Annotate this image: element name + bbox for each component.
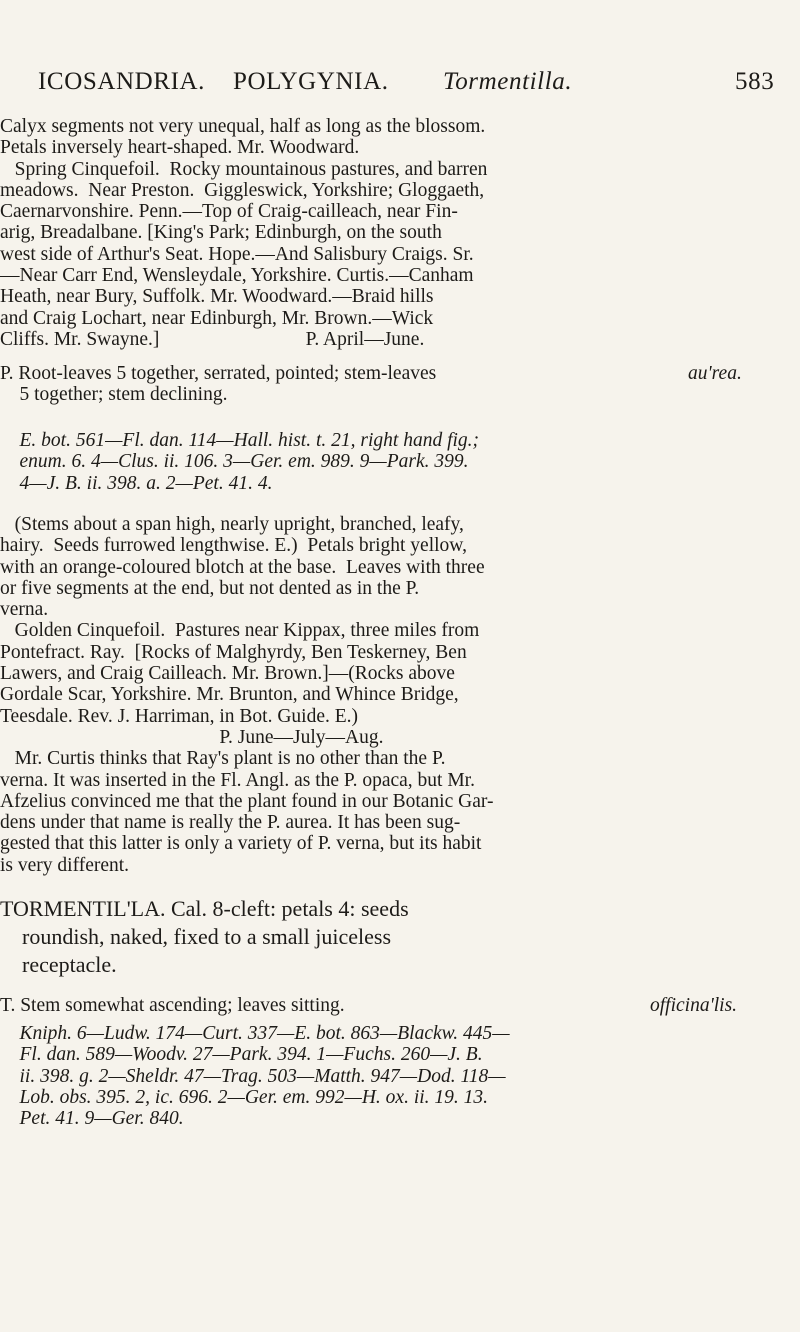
margin-note-aurea: au'rea. xyxy=(688,363,742,384)
header-order: POLYGYNIA. xyxy=(233,68,389,95)
text-line: P. Root-leaves 5 together, serrated, pointed; stem-leaves xyxy=(0,363,437,384)
text-line: Gordale Scar, Yorkshire. Mr. Brunton, and Whince Bridge, xyxy=(0,684,459,706)
text-line: 5 together; stem declining. xyxy=(0,384,228,406)
text-block-calyx xyxy=(0,116,770,350)
margin-note-officinalis: officina'lis. xyxy=(650,995,738,1016)
text-line: P. June—July—Aug. xyxy=(0,726,384,748)
text-line: meadows. Near Preston. Giggleswick, Yorkshire; Gloggaeth, xyxy=(0,179,485,201)
text-line: with an orange-coloured blotch at the base. Leaves with three xyxy=(0,556,485,578)
text-line: Mr. Curtis thinks that Ray's plant is no other than the P. xyxy=(0,748,446,770)
text-line: dens under that name is really the P. aurea. It has been sug- xyxy=(0,812,461,834)
text-line: arig, Breadalbane. [King's Park; Edinburgh, on the south xyxy=(0,222,442,244)
text-line: ii. 398. g. 2—Sheldr. 47—Trag. 503—Matth. 947—Dod. 118— xyxy=(0,1065,506,1087)
text-line: Petals inversely heart-shaped. Mr. Woodward. xyxy=(0,137,360,159)
text-line: gested that this latter is only a variety of P. verna, but its habit xyxy=(0,833,482,855)
text-line: Lawers, and Craig Cailleach. Mr. Brown.]—(Rocks above xyxy=(0,663,455,685)
text-line: or five segments at the end, but not dented as in the P. xyxy=(0,577,420,599)
text-line: Pontefract. Ray. [Rocks of Malghyrdy, Ben Teskerney, Ben xyxy=(0,641,467,663)
text-line: (Stems about a span high, nearly upright, branched, leafy, xyxy=(0,514,464,535)
text-line: Golden Cinquefoil. Pastures near Kippax, three miles from xyxy=(0,620,480,642)
text-line: E. bot. 561—Fl. dan. 114—Hall. hist. t. 21, right hand fig.; xyxy=(0,430,480,451)
text-line: enum. 6. 4—Clus. ii. 106. 3—Ger. em. 989. 9—Park. 399. xyxy=(0,451,469,473)
text-block-species-aurea xyxy=(0,363,770,406)
text-line: and Craig Lochart, near Edinburgh, Mr. Brown.—Wick xyxy=(0,307,434,329)
text-line: Pet. 41. 9—Ger. 840. xyxy=(0,1108,184,1130)
header-genus: Tormentilla. xyxy=(443,68,573,95)
text-line: Caernarvonshire. Penn.—Top of Craig-cailleach, near Fin- xyxy=(0,201,458,223)
text-block-genus-tormentilla xyxy=(0,895,770,979)
text-line: Teesdale. Rev. J. Harriman, in Bot. Guide. E.) xyxy=(0,705,359,727)
text-line: west side of Arthur's Seat. Hope.—And Salisbury Craigs. Sr. xyxy=(0,243,474,265)
text-line: TORMENTIL'LA. Cal. 8-cleft: petals 4: seeds xyxy=(0,896,409,921)
text-block-references xyxy=(0,430,770,494)
text-line: Fl. dan. 589—Woodv. 27—Park. 394. 1—Fuchs. 260—J. B. xyxy=(0,1044,483,1066)
text-line: Calyx segments not very unequal, half as long as the blossom. xyxy=(0,116,486,137)
text-line: receptacle. xyxy=(0,952,117,977)
text-line: verna. It was inserted in the Fl. Angl. as the P. opaca, but Mr. xyxy=(0,769,475,791)
header-class: ICOSANDRIA. xyxy=(38,68,206,95)
text-line: Lob. obs. 395. 2, ic. 696. 2—Ger. em. 992—H. ox. ii. 19. 13. xyxy=(0,1086,489,1108)
text-line: 4—J. B. ii. 398. a. 2—Pet. 41. 4. xyxy=(0,472,273,494)
text-block-description xyxy=(0,514,770,876)
text-line: Kniph. 6—Ludw. 174—Curt. 337—E. bot. 863—Blackw. 445— xyxy=(0,1023,510,1044)
page-number: 583 xyxy=(735,68,775,95)
text-line: is very different. xyxy=(0,854,130,876)
text-block-references-2 xyxy=(0,1023,770,1129)
text-line: Spring Cinquefoil. Rocky mountainous pastures, and barren xyxy=(0,158,488,180)
text-line: roundish, naked, fixed to a small juiceless xyxy=(0,924,392,949)
text-line: Cliffs. Mr. Swayne.] P. April—June. xyxy=(0,328,425,350)
text-line: Heath, near Bury, Suffolk. Mr. Woodward.—Braid hills xyxy=(0,286,434,308)
text-line: —Near Carr End, Wensleydale, Yorkshire. Curtis.—Canham xyxy=(0,265,474,287)
text-line: Afzelius convinced me that the plant found in our Botanic Gar- xyxy=(0,790,494,812)
text-line: hairy. Seeds furrowed lengthwise. E.) Petals bright yellow, xyxy=(0,535,467,557)
text-line: verna. xyxy=(0,599,49,621)
text-line: T. Stem somewhat ascending; leaves sitting. xyxy=(0,995,345,1016)
